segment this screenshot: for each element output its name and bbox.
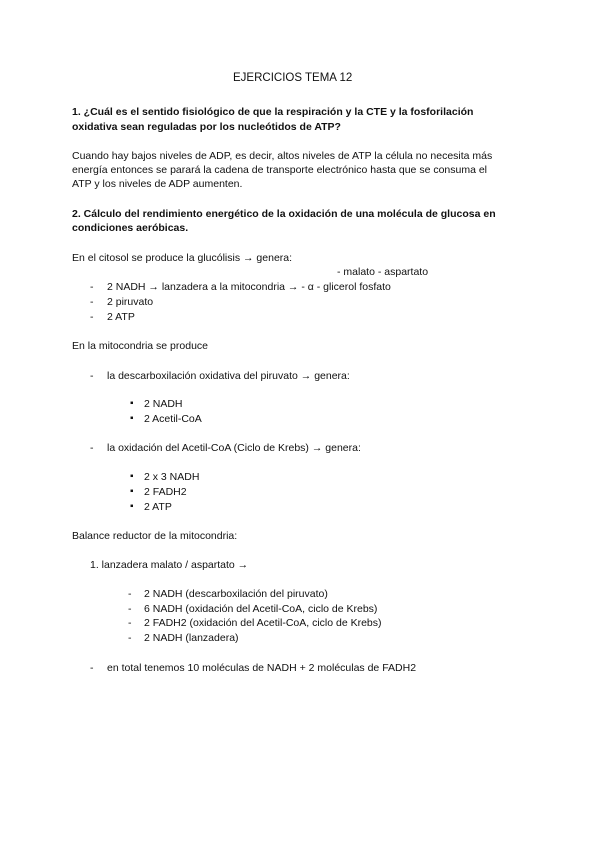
- balance-item: 2 NADH (descarboxilación del piruvato): [144, 588, 328, 600]
- krebs-item: 2 x 3 NADH: [144, 471, 200, 483]
- malato-aspartato-label: - malato - aspartato: [337, 266, 429, 278]
- document-title: EJERCICIOS TEMA 12: [233, 72, 353, 84]
- dash-bullet: -: [90, 662, 94, 674]
- descarb-item: 2 NADH: [144, 398, 183, 410]
- dot-bullet: ▪: [130, 501, 134, 512]
- mitocondria-line: En la mitocondria se produce: [72, 340, 208, 352]
- answer-1-line-3: ATP y los niveles de ADP aumenten.: [72, 178, 243, 190]
- question-2-line-2: condiciones aeróbicas.: [72, 222, 189, 234]
- atp-item: 2 ATP: [107, 311, 135, 323]
- dash-bullet: -: [90, 370, 94, 382]
- krebs-line: la oxidación del Acetil-CoA (Ciclo de Krebs) → genera:: [107, 442, 361, 454]
- dot-bullet: ▪: [130, 471, 134, 482]
- question-1-line-2: oxidativa sean reguladas por los nucleótidos de ATP?: [72, 121, 341, 133]
- dash-bullet: -: [128, 632, 132, 644]
- question-1-line-1: 1. ¿Cuál es el sentido fisiológico de que la respiración y la CTE y la fosforilación: [72, 106, 474, 118]
- total-line: en total tenemos 10 moléculas de NADH + 2 moléculas de FADH2: [107, 662, 417, 674]
- balance-item: 6 NADH (oxidación del Acetil-CoA, ciclo de Krebs): [144, 603, 378, 615]
- piruvato-item: 2 piruvato: [107, 296, 154, 308]
- dash-bullet: -: [90, 311, 94, 323]
- citosol-line: En el citosol se produce la glucólisis → genera:: [72, 252, 293, 264]
- lanzadera-line: 1. lanzadera malato / aspartato →: [90, 559, 249, 571]
- nadh-lanzadera-line: 2 NADH → lanzadera a la mitocondria → - α - glicerol fosfato: [107, 281, 391, 293]
- balance-item: 2 NADH (lanzadera): [144, 632, 239, 644]
- dash-bullet: -: [128, 588, 132, 600]
- dash-bullet: -: [90, 296, 94, 308]
- dash-bullet: -: [128, 603, 132, 615]
- answer-1-line-1: Cuando hay bajos niveles de ADP, es decir, altos niveles de ATP la célula no necesita más: [72, 150, 493, 162]
- dash-bullet: -: [128, 617, 132, 629]
- krebs-item: 2 FADH2: [144, 486, 187, 498]
- balance-heading: Balance reductor de la mitocondria:: [72, 530, 238, 542]
- answer-1-line-2: energía entonces se parará la cadena de transporte electrónico hasta que se consuma el: [72, 164, 488, 176]
- balance-item: 2 FADH2 (oxidación del Acetil-CoA, ciclo de Krebs): [144, 617, 382, 629]
- descarb-item: 2 Acetil-CoA: [144, 413, 202, 425]
- dot-bullet: ▪: [130, 398, 134, 409]
- krebs-item: 2 ATP: [144, 501, 172, 513]
- descarboxilacion-line: la descarboxilación oxidativa del piruvato → genera:: [107, 370, 350, 382]
- dash-bullet: -: [90, 442, 94, 454]
- question-2-line-1: 2. Cálculo del rendimiento energético de la oxidación de una molécula de glucosa en: [72, 208, 496, 220]
- dash-bullet: -: [90, 281, 94, 293]
- dot-bullet: ▪: [130, 413, 134, 424]
- dot-bullet: ▪: [130, 486, 134, 497]
